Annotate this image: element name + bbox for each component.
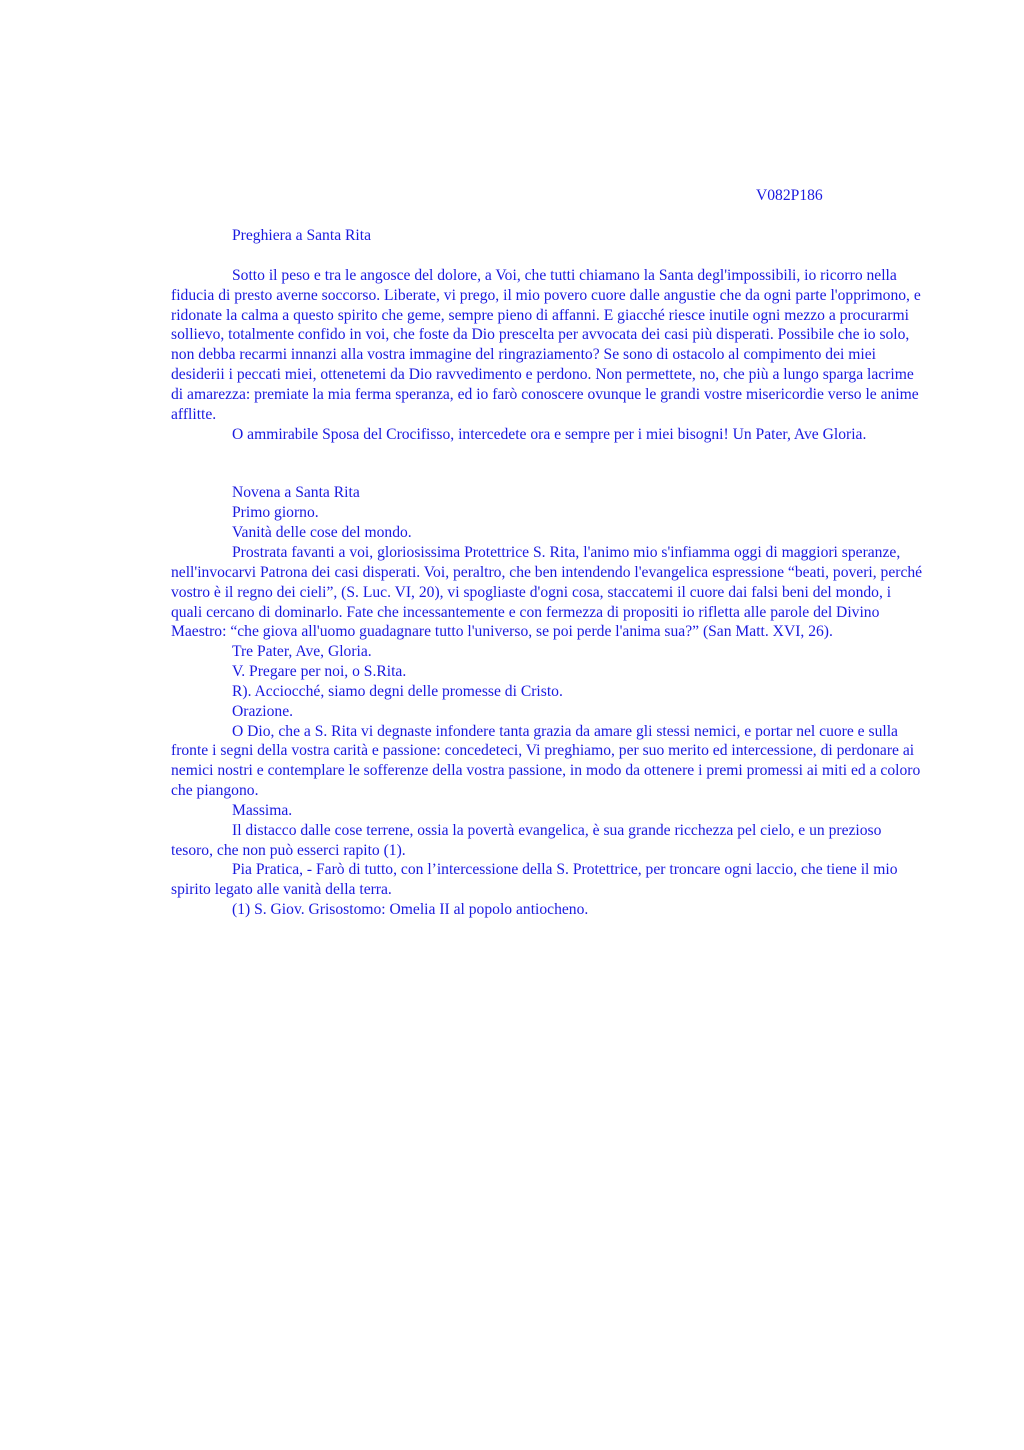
maxim-heading: Massima.	[232, 801, 293, 819]
novena-title: Novena a Santa Rita	[232, 484, 360, 502]
spacer	[171, 444, 926, 483]
novena-day: Primo giorno.	[232, 504, 319, 522]
prayer-paragraph: Sotto il peso e tra le angosce del dolore, a Voi, che tutti chiamano la Santa degl'impossibili, io ricorro nella fiducia di presto averne soccorso. Liberate, vi prego, il mio povero cuore dalle angustie che da ogni parte l'opprimono, e ridonate la calma a questo spirito che geme, sempre pieno di affanni. E giacché riesce inutile ogni mezzo a procurarmi sollievo, totalmente confido in voi, che foste da Dio prescelta per avvocata dei casi più disperati. Possibile che io solo, non debba recarmi innanzi alla vostra immagine del ringraziamento? Se sono di ostacolo al compimento dei miei desiderii i peccati miei, ottenetemi da Dio ravvedimento e perdono. Non permettete, no, che più a lungo sparga lacrime di amarezza: premiate la mia ferma speranza, ed io farò conoscere ovunque le grandi vostre misericordie verso le anime afflitte.	[171, 266, 921, 423]
page-id: V082P186	[756, 187, 823, 204]
novena-response: R). Acciocché, siamo degni delle promesse di Cristo.	[232, 682, 563, 700]
novena-prayers: Tre Pater, Ave, Gloria.	[232, 643, 372, 661]
document-body	[171, 226, 926, 920]
spacer	[171, 246, 926, 266]
novena-theme: Vanità delle cose del mondo.	[232, 524, 412, 542]
novena-versicle: V. Pregare per noi, o S.Rita.	[232, 663, 407, 681]
oration-text: O Dio, che a S. Rita vi degnaste infondere tanta grazia da amare gli stessi nemici, e portar nel cuore e sulla fronte i segni della vostra carità e passione: concedeteci, Vi preghiamo, per suo merito ed intercessione, di perdonare ai nemici nostri e contemplare le sofferenze della vostra passione, in modo da ottenere i premi promessi ai miti ed a coloro che piangono.	[171, 722, 921, 800]
pious-practice: Pia Pratica, - Farò di tutto, con l’intercessione della S. Protettrice, per troncare ogni laccio, che tiene il mio spirito legato alle vanità della terra.	[171, 861, 898, 899]
novena-meditation: Prostrata favanti a voi, gloriosissima Protettrice S. Rita, l'animo mio s'infiamma oggi di maggiori speranze, nell'invocarvi Patrona dei casi disperati. Voi, peraltro, che ben intendendo l'evangelica espressione “beati, poveri, perché vostro è il regno dei cieli”, (S. Luc. VI, 20), vi spogliaste d'ogni cosa, staccatemi il cuore dai falsi beni del mondo, i quali cercano di dominarlo. Fate che incessantemente e con fermezza di propositi io rifletta alle parole del Divino Maestro: “che giova all'uomo guadagnare tutto l'universo, se poi perde l'anima sua?” (San Matt. XVI, 26).	[171, 543, 923, 641]
oration-heading: Orazione.	[232, 702, 294, 720]
footnote: (1) S. Giov. Grisostomo: Omelia II al popolo antiocheno.	[232, 901, 589, 919]
prayer-paragraph: O ammirabile Sposa del Crocifisso, intercedete ora e sempre per i miei bisogni! Un Pater, Ave Gloria.	[232, 425, 867, 443]
maxim-text: Il distacco dalle cose terrene, ossia la povertà evangelica, è sua grande ricchezza pel cielo, e un prezioso tesoro, che non può esserci rapito (1).	[171, 821, 882, 859]
prayer-title: Preghiera a Santa Rita	[232, 227, 371, 244]
